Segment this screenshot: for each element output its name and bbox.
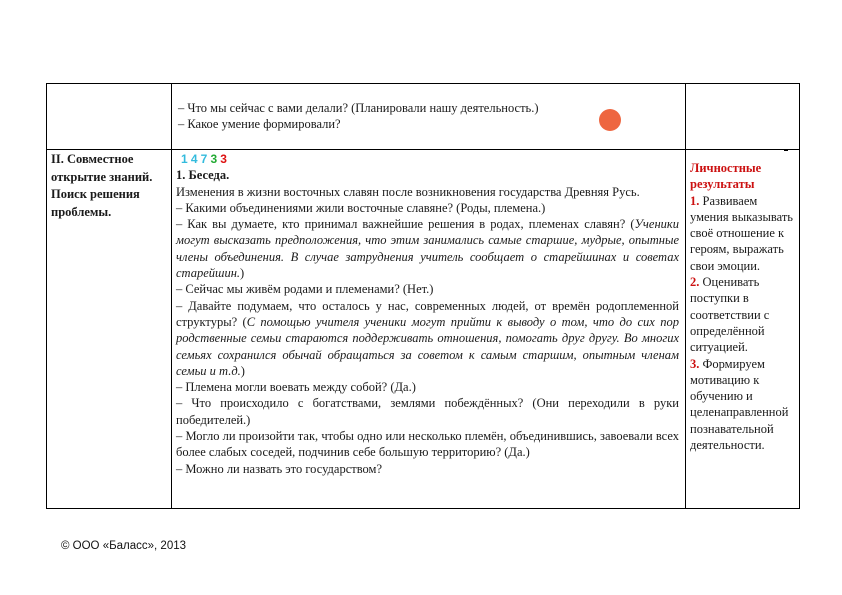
question-line: – Какое умение формировали? [178,117,341,132]
italic-note: С помощью учителя ученики могут прийти к выводу о том, что до сих пор родственные семьи стараются поддерживать отношения, помогать друг другу. Во многих семьях сохранился обычай обращаться за советом к самым старшим, опытным членам семьи и т.д. [176,314,679,378]
result-item [690,356,795,454]
paragraph: – Что происходило с богатствами, землями побеждённых? (Они переходили в руки победителей.) [176,396,679,427]
paragraph: – Давайте подумаем, что осталось у нас, современных людей, от времён родоплеменной структуры? (С помощью учителя ученики могут прийти к выводу о том, что до сих пор родственные семьи стараются поддерживать отношения, помогать друг другу. Во многих семьях сохранился обычай обращаться за советом к самым старшим, опытным членам семьи и т.д.) [176,298,679,378]
paragraph: – Сейчас мы живём родами и племенами? (Нет.) [176,282,434,297]
result-text: Развиваем умения выказывать своё отношение к героям, выражать свои эмоции. [690,193,793,273]
table-edge-tick [784,508,788,509]
paragraph: – Племена могли воевать между собой? (Да.) [176,380,416,395]
results-cell [686,150,800,509]
paragraph: – Как вы думаете, кто принимал важнейшие решения в родах, племенах славян? (Ученики могут высказать предположения, что этим занимались самые старшие, мудрые, опытные члены объединения. В случае затруднения учитель сообщает о старейшинах и советах старейшин.) [176,217,679,281]
number-code: 3 [210,152,218,166]
paragraph: – Могло ли произойти так, чтобы одно или несколько племён, объединившись, завоевали всех более слабых соседей, подчинив себе большую территорию? (Да.) [176,429,679,460]
orange-circle-marker [599,109,621,131]
section-heading: 1. Беседа. [176,168,230,183]
number-code: 7 [200,152,208,166]
stage-title [51,151,165,221]
paragraph: – Какими объединениями жили восточные славяне? (Роды, племена.) [176,200,546,215]
result-num: 1. [690,193,700,208]
copyright-footer: © ООО «Баласс», 2013 [61,540,187,552]
number-codes [176,151,679,167]
paragraph: Изменения в жизни восточных славян после возникновения государства Древняя Русь. [176,184,640,199]
lesson-table [46,83,800,509]
content-cell [172,150,686,509]
results-title: Личностные результаты [690,161,762,192]
table-row [47,84,800,150]
result-num: 2. [690,275,700,290]
table-edge-tick [784,83,788,84]
number-code: 4 [190,152,198,166]
stage-cell [47,150,172,509]
stage-cell-empty [47,84,172,150]
stage-roman: II. [51,152,64,166]
result-text: Формируем мотивацию к обучению и целенаправленной познавательной деятельности. [690,356,789,453]
result-text: Оценивать поступки в соответствии с определённой ситуацией. [690,275,770,355]
italic-note: Ученики могут высказать предположения, что этим занимались самые старшие, мудрые, опытные члены объединения. В случае затруднения учитель сообщает о старейшинах и советах старейшин. [176,217,679,281]
paragraph: – Можно ли назвать это государством? [176,461,383,476]
result-item [690,193,795,274]
table-edge-tick [784,150,788,151]
result-num: 3. [690,356,700,371]
question-line: – Что мы сейчас с вами делали? (Планировали нашу деятельность.) [178,101,539,115]
paragraph-text: – Давайте подумаем, что осталось у нас, современных людей, от времён родоплеменной структуры? ( [176,298,679,329]
table-row [47,150,800,509]
number-code: 3 [220,152,227,166]
stage-name: Совместное открытие знаний. Поиск решения проблемы. [51,152,153,219]
number-code: 1 [181,152,188,166]
results-cell-empty [686,84,800,150]
result-item [690,274,795,355]
paragraph-text: – Как вы думаете, кто принимал важнейшие решения в родах, племенах славян? [176,217,626,232]
